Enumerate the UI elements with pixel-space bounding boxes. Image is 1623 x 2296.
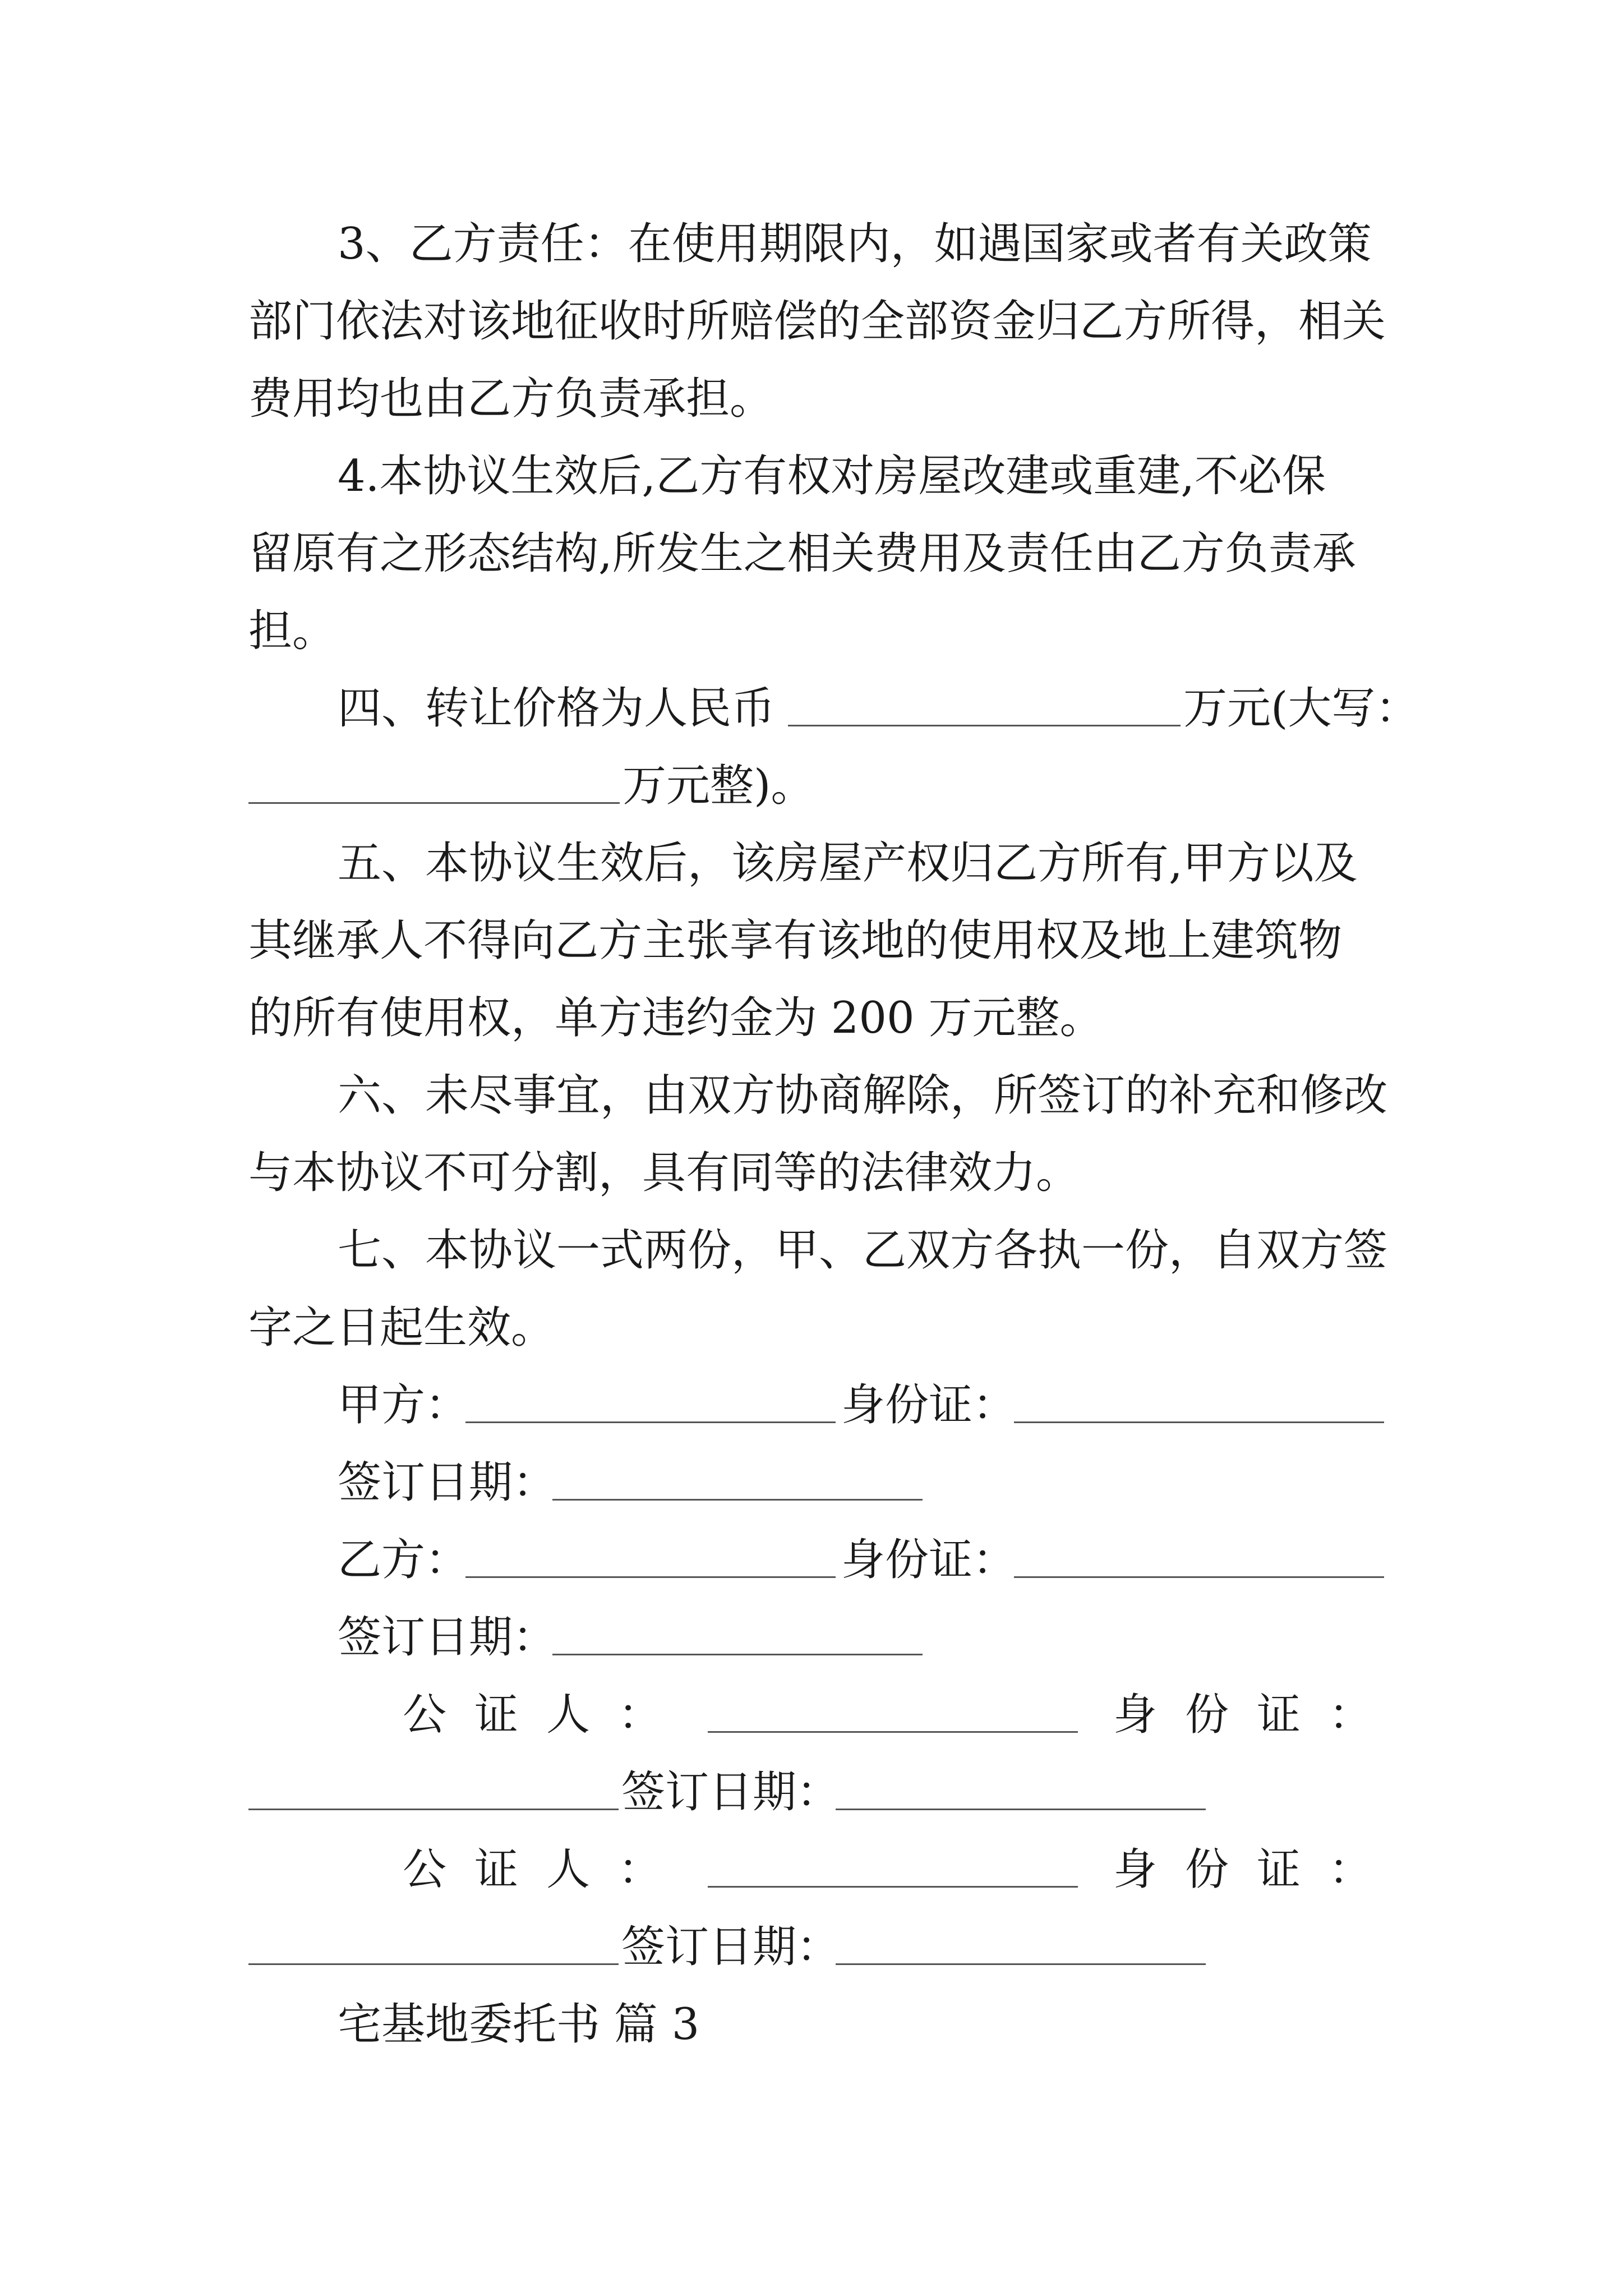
notary-label-char: 人	[546, 1690, 590, 1740]
section-6-text-2: 与本协议不可分割，具有同等的法律效力。	[248, 1148, 1080, 1198]
clause-4-line-3	[0, 600, 1623, 662]
section-6-line-2	[0, 1142, 1623, 1204]
notary-1-date-line	[0, 1761, 1623, 1823]
notary-2-line	[0, 1839, 1623, 1901]
party-a-date-line	[0, 1452, 1623, 1513]
party-b-label: 乙方：	[338, 1535, 469, 1585]
party-b-id-blank[interactable]	[1014, 1576, 1384, 1578]
clause-4-line-1	[0, 445, 1623, 507]
section-5-text-2: 其继承人不得向乙方主张享有该地的使用权及地上建筑物	[248, 915, 1343, 966]
notary-label-char: 公	[403, 1690, 447, 1740]
party-b-date-line	[0, 1607, 1623, 1668]
clause-3-line-1	[0, 213, 1623, 275]
section-4-line-2	[0, 755, 1623, 817]
notary-1-id-label	[1113, 1684, 1372, 1746]
section-5-line-2	[0, 910, 1623, 972]
party-a-date-label: 签订日期：	[338, 1457, 557, 1508]
party-b-name-blank[interactable]	[465, 1576, 836, 1578]
party-a-id-blank[interactable]	[1014, 1421, 1384, 1423]
notary-label-char: ：	[617, 1844, 662, 1895]
section-7-text-1: 七、本协议一式两份，甲、乙双方各执一份，自双方签	[338, 1225, 1388, 1276]
id-label-char: 身	[1113, 1690, 1158, 1740]
clause-3-line-2	[0, 291, 1623, 352]
id-label-char: 份	[1184, 1844, 1229, 1895]
section-5-line-3	[0, 987, 1623, 1049]
party-a-label: 甲方：	[338, 1380, 469, 1430]
notary-1-label	[403, 1684, 662, 1746]
section-4-middle: 万元(大写：	[1183, 683, 1419, 734]
notary-2-date-label: 签订日期：	[621, 1922, 841, 1972]
next-section-heading: 宅基地委托书 篇 3	[338, 1999, 700, 2050]
notary-label-char: 证	[474, 1690, 518, 1740]
section-5-text-3: 的所有使用权，单方违约金为 200 万元整。	[248, 993, 1104, 1043]
id-label-char: 证	[1256, 1844, 1301, 1895]
section-4-prefix: 四、转让价格为人民币	[338, 683, 776, 734]
notary-2-label	[403, 1839, 662, 1901]
section-7-text-2: 字之日起生效。	[248, 1303, 555, 1353]
party-a-date-blank[interactable]	[552, 1499, 923, 1501]
notary-2-date-line	[0, 1916, 1623, 1978]
id-label-char: ：	[1328, 1844, 1372, 1895]
clause-3-text-2: 部门依法对该地征收时所赔偿的全部资金归乙方所得，相关	[248, 296, 1386, 347]
section-4-suffix: 万元整)。	[623, 761, 815, 811]
id-label-char: 份	[1184, 1690, 1229, 1740]
section-6-line-1	[0, 1065, 1623, 1126]
section-6-text-1: 六、未尽事宜，由双方协商解除，所签订的补充和修改	[338, 1070, 1388, 1121]
clause-4-text-3: 担。	[248, 606, 336, 656]
clause-4-line-2	[0, 523, 1623, 585]
price-capital-blank[interactable]	[248, 802, 620, 804]
next-heading-line	[0, 1994, 1623, 2055]
notary-label-char: ：	[617, 1690, 662, 1740]
notary-label-char: 公	[403, 1844, 447, 1895]
id-label-char: 证	[1256, 1690, 1301, 1740]
party-a-id-label: 身份证：	[841, 1380, 1017, 1430]
price-blank[interactable]	[788, 725, 1181, 726]
section-5-line-1	[0, 832, 1623, 894]
notary-1-date-label: 签订日期：	[621, 1767, 841, 1818]
notary-2-date-blank[interactable]	[836, 1963, 1206, 1965]
notary-1-date-blank[interactable]	[836, 1809, 1206, 1810]
section-7-line-1	[0, 1220, 1623, 1281]
party-b-line	[0, 1529, 1623, 1591]
notary-label-char: 人	[546, 1844, 590, 1895]
notary-1-id-blank[interactable]	[248, 1809, 619, 1810]
id-label-char: 身	[1113, 1844, 1158, 1895]
party-b-date-blank[interactable]	[552, 1654, 923, 1655]
notary-2-name-blank[interactable]	[708, 1886, 1078, 1888]
party-b-id-label: 身份证：	[841, 1535, 1017, 1585]
party-b-date-label: 签订日期：	[338, 1612, 557, 1663]
section-4-line-1	[0, 678, 1623, 739]
clause-3-text-3: 费用均也由乙方负责承担。	[248, 374, 774, 424]
notary-label-char: 证	[474, 1844, 518, 1895]
clause-3-text-1: 3、乙方责任：在使用期限内，如遇国家或者有关政策	[338, 219, 1372, 269]
notary-2-id-label	[1113, 1839, 1372, 1901]
clause-3-line-3	[0, 368, 1623, 430]
section-5-text-1: 五、本协议生效后，该房屋产权归乙方所有,甲方以及	[338, 838, 1358, 889]
clause-4-text-2: 留原有之形态结构,所发生之相关费用及责任由乙方负责承	[248, 528, 1356, 579]
notary-2-id-blank[interactable]	[248, 1963, 619, 1965]
notary-1-line	[0, 1684, 1623, 1746]
notary-1-name-blank[interactable]	[708, 1731, 1078, 1733]
party-a-line	[0, 1374, 1623, 1436]
party-a-name-blank[interactable]	[465, 1421, 836, 1423]
id-label-char: ：	[1328, 1690, 1372, 1740]
section-7-line-2	[0, 1297, 1623, 1359]
clause-4-text-1: 4.本协议生效后,乙方有权对房屋改建或重建,不必保	[338, 451, 1326, 501]
